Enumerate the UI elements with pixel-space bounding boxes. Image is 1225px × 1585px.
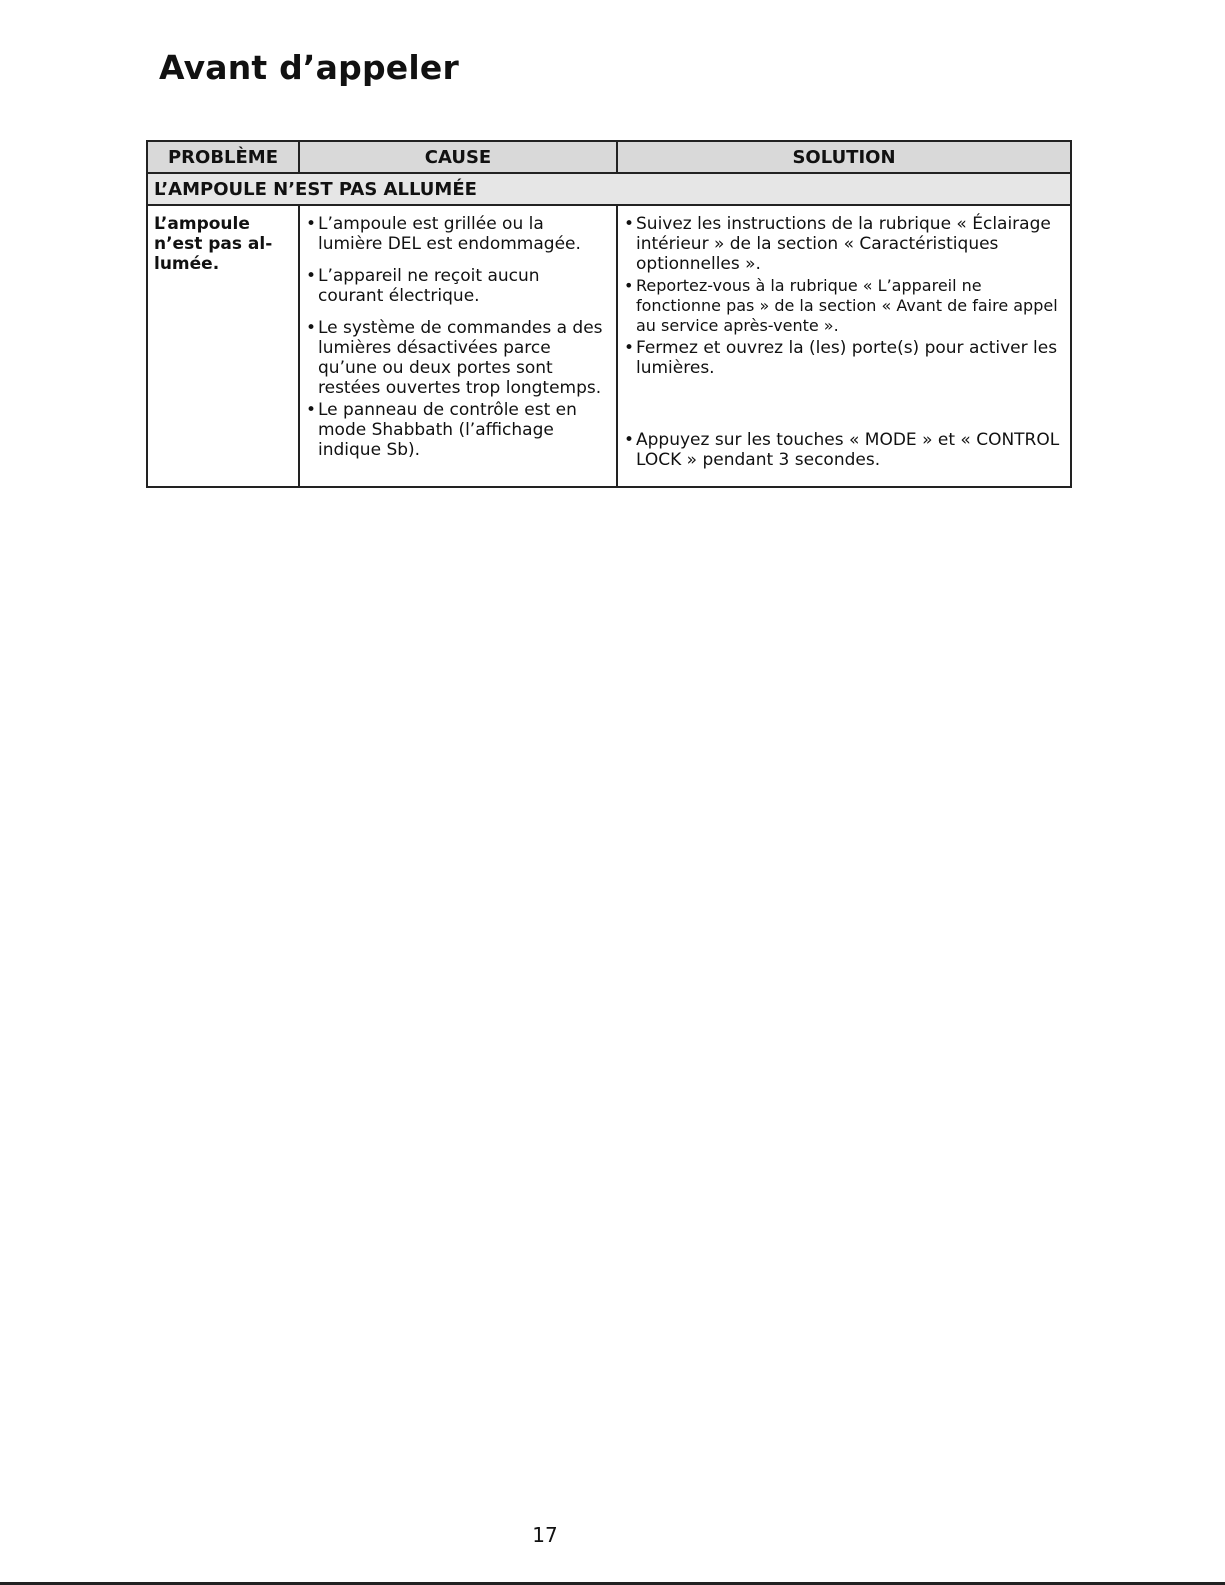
solution-text: Appuyez sur les touches « MODE » et « CONTROL LOCK » pendant 3 secondes. [636, 430, 1060, 470]
page-title: Avant d’appeler [159, 48, 459, 87]
table-row [147, 205, 1071, 487]
bullet-icon: • [624, 276, 634, 295]
bullet-icon: • [306, 266, 317, 286]
solution-text: Fermez et ouvrez la (les) porte(s) pour activer les lumières. [636, 338, 1058, 378]
troubleshooting-table [146, 140, 1072, 488]
section-title: L’AMPOULE N’EST PAS ALLUMÉE [147, 173, 1071, 205]
table-header-row [147, 141, 1071, 173]
header-cause: CAUSE [299, 141, 617, 173]
header-solution: SOLUTION [617, 141, 1071, 173]
problem-cell [147, 205, 299, 487]
solution-item [624, 276, 1064, 336]
section-row [147, 173, 1071, 205]
page-number: 17 [532, 1523, 558, 1547]
cause-text: Le système de commandes a des lumières désactivées parce qu’une ou deux portes sont restées ouvertes trop longtemps. [318, 318, 603, 398]
bullet-icon: • [624, 338, 635, 358]
cause-item [306, 266, 610, 306]
solution-cell [617, 205, 1071, 487]
bullet-icon: • [306, 214, 317, 234]
cause-text: Le panneau de contrôle est en mode Shabbath (l’affichage indique Sb). [318, 400, 577, 460]
bullet-icon: • [624, 430, 635, 450]
cause-item [306, 214, 610, 254]
solution-item [624, 338, 1064, 378]
solution-item [624, 430, 1064, 470]
bullet-icon: • [306, 318, 317, 338]
solution-item [624, 214, 1064, 274]
solution-text: Reportez-vous à la rubrique « L’appareil ne fonctionne pas » de la section « Avant de faire appel au service après-vente ». [636, 276, 1058, 335]
header-problem: PROBLÈME [147, 141, 299, 173]
cause-text: L’ampoule est grillée ou la lumière DEL est endommagée. [318, 214, 581, 254]
cause-cell [299, 205, 617, 487]
solution-text: Suivez les instructions de la rubrique « Éclairage intérieur » de la section « Caractéristiques optionnelles ». [636, 214, 1051, 274]
cause-item [306, 400, 610, 460]
cause-item [306, 318, 610, 398]
bullet-icon: • [306, 400, 317, 420]
cause-text: L’appareil ne reçoit aucun courant électrique. [318, 266, 540, 306]
problem-text: L’ampoule n’est pas al-lumée. [154, 214, 273, 274]
bullet-icon: • [624, 214, 635, 234]
